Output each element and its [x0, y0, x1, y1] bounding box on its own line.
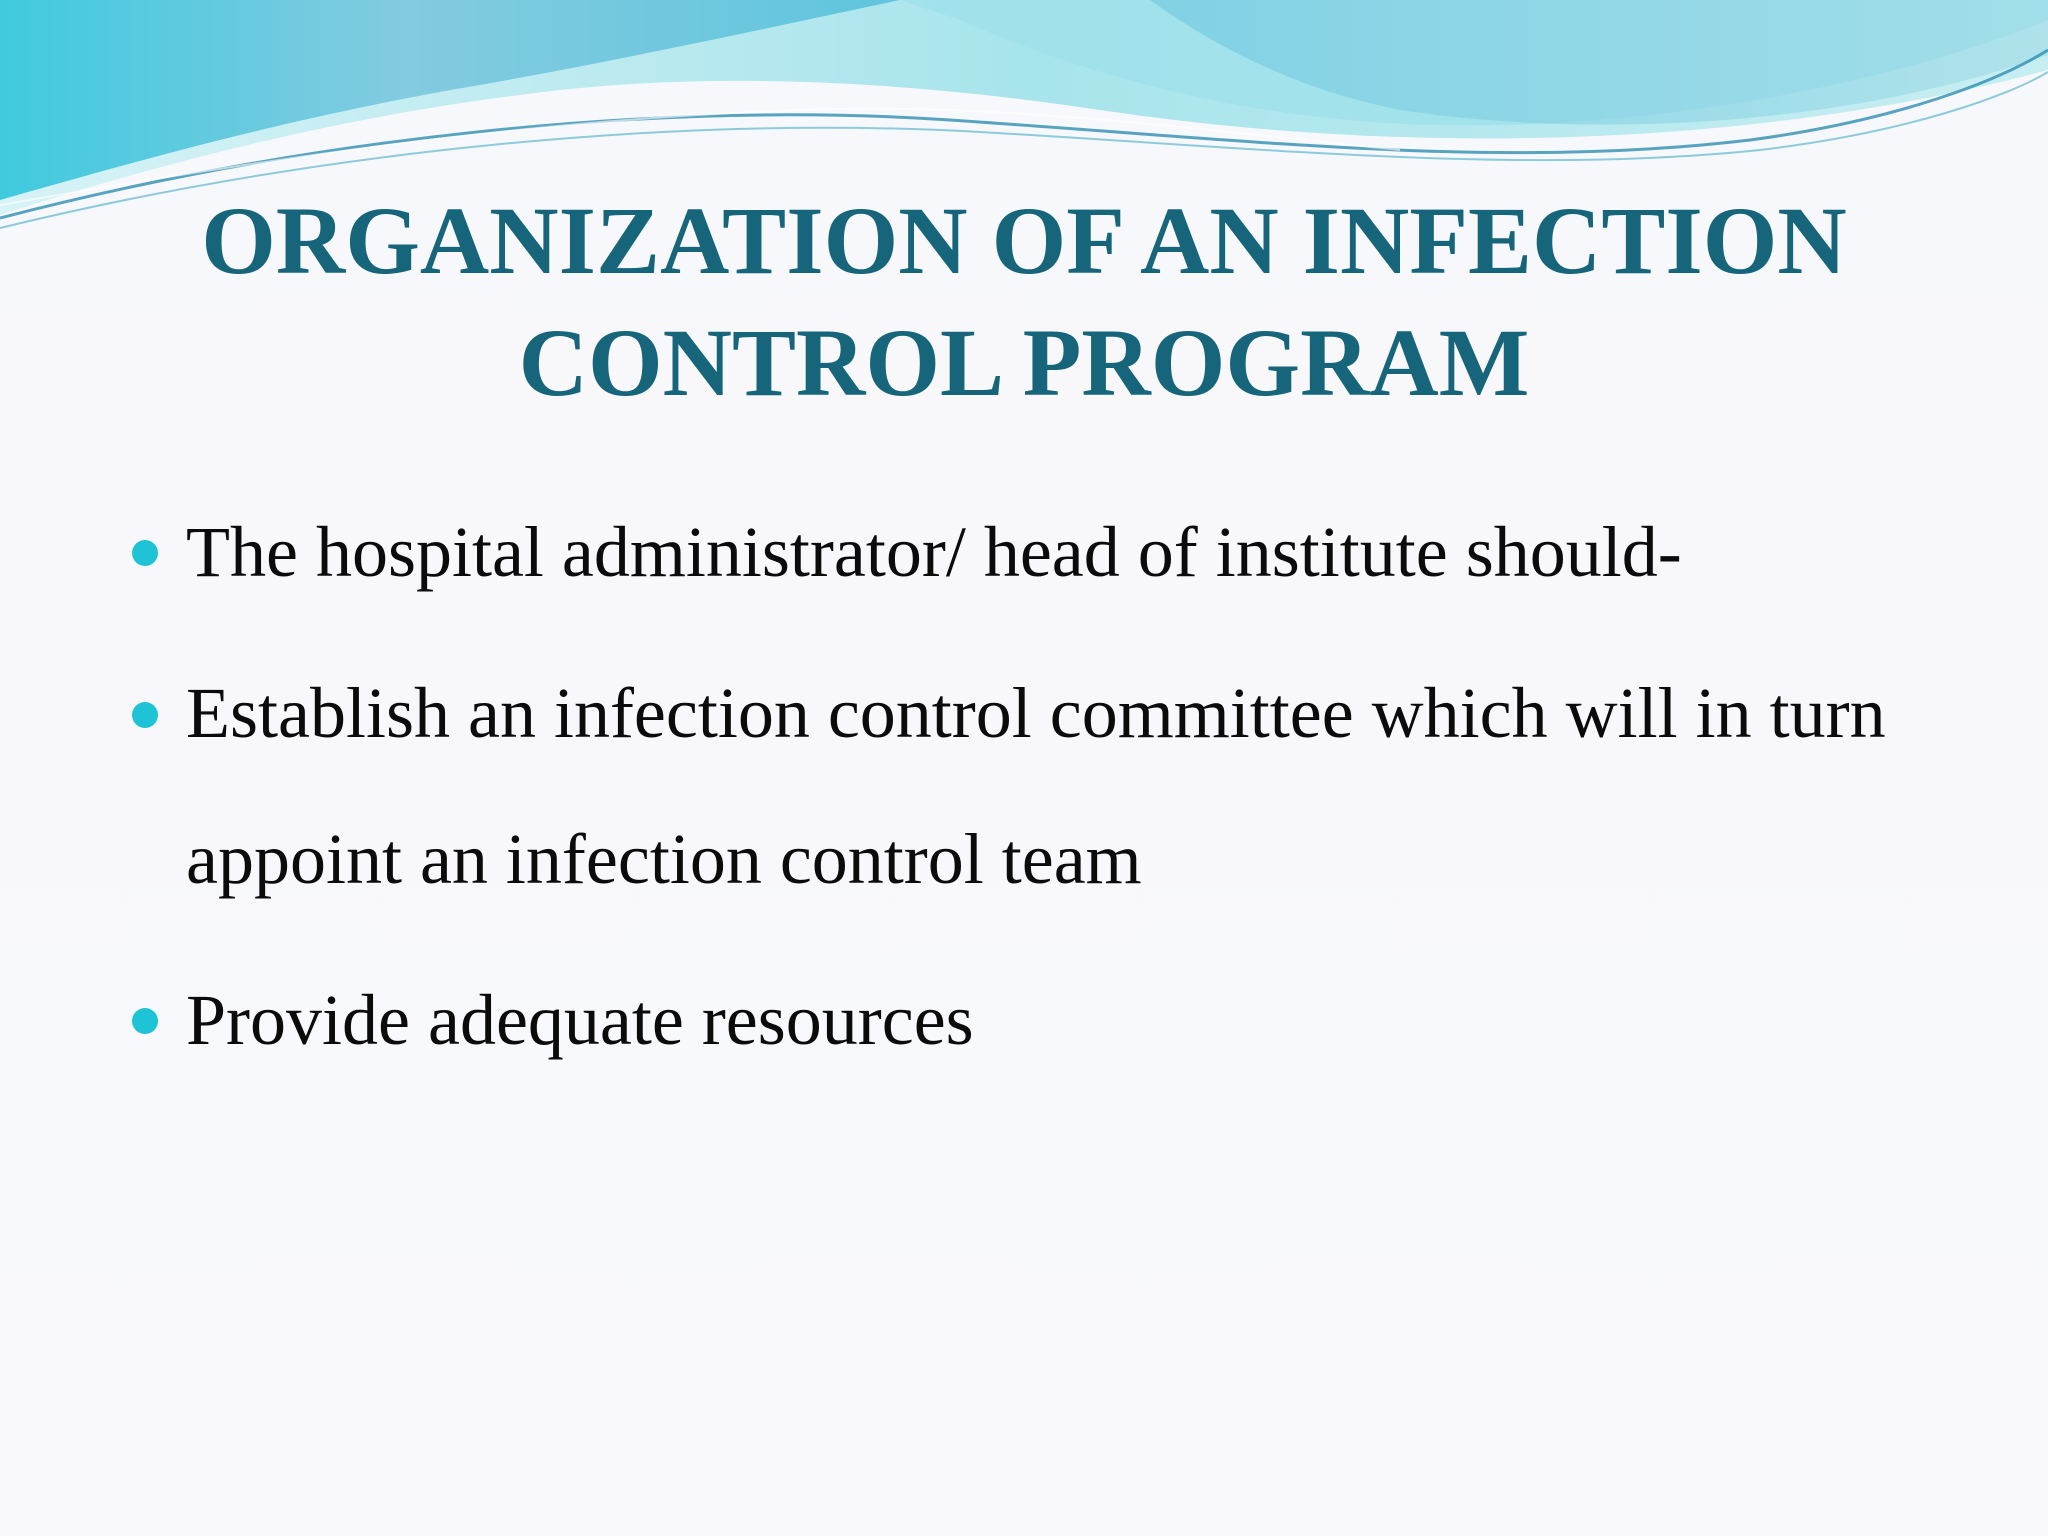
- bullet-text: The hospital administrator/ head of institute should-: [186, 512, 1682, 592]
- bullet-dot-icon: [132, 540, 158, 566]
- bullet-list: [130, 478, 1990, 1108]
- bullet-text: Provide adequate resources: [186, 980, 974, 1060]
- bullet-dot-icon: [132, 1008, 158, 1034]
- slide-title-line-2: CONTROL PROGRAM: [518, 309, 1530, 416]
- bullet-item: [130, 640, 1990, 932]
- slide-title: [0, 180, 2048, 424]
- bullet-dot-icon: [132, 702, 158, 728]
- bullet-text: Establish an infection control committee which will in turn appoint an infection control team: [186, 673, 1886, 899]
- bullet-item: [130, 478, 1990, 626]
- slide-title-line-1: ORGANIZATION OF AN INFECTION: [201, 187, 1847, 294]
- bullet-item: [130, 946, 1990, 1094]
